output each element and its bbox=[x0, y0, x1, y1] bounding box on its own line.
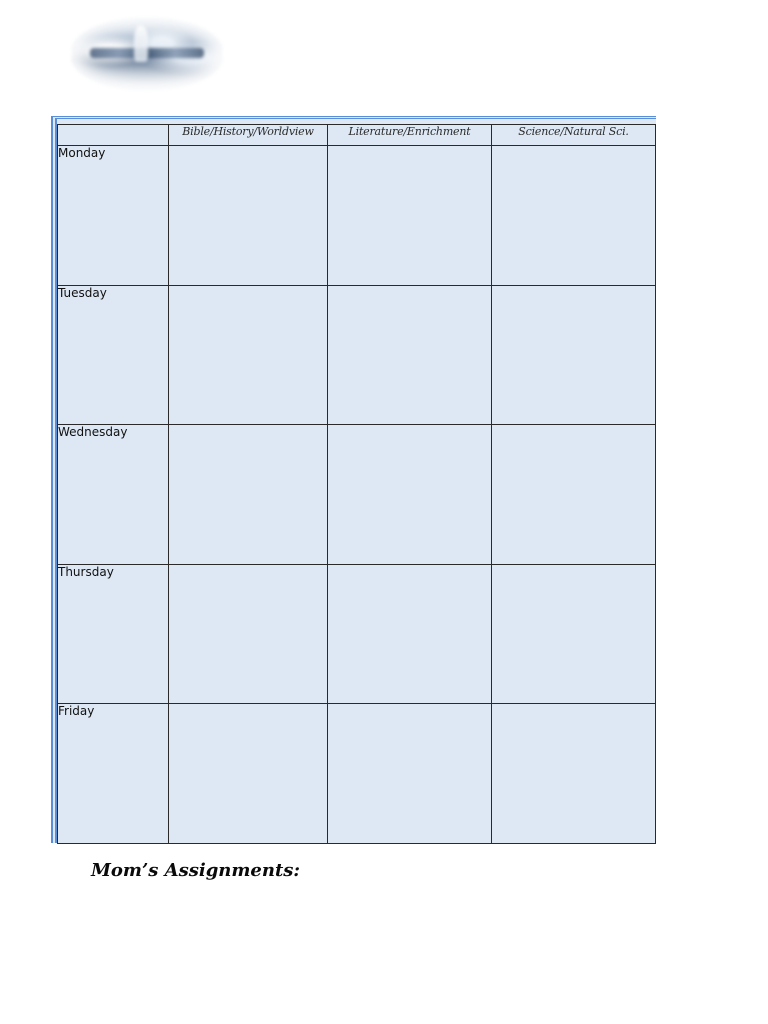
entry-cell[interactable] bbox=[492, 425, 656, 565]
entry-cell[interactable] bbox=[328, 285, 492, 425]
day-label-friday: Friday bbox=[58, 704, 169, 844]
entry-cell[interactable] bbox=[492, 704, 656, 844]
table-row bbox=[58, 146, 656, 286]
column-header-bible-history-worldview: Bible/History/Worldview bbox=[169, 125, 328, 146]
entry-cell[interactable] bbox=[169, 704, 328, 844]
entry-cell[interactable] bbox=[169, 285, 328, 425]
table-row bbox=[58, 704, 656, 844]
entry-cell[interactable] bbox=[169, 425, 328, 565]
entry-cell[interactable] bbox=[328, 146, 492, 286]
moms-assignments-heading: Mom’s Assignments: bbox=[91, 860, 301, 881]
weekly-planner-table bbox=[57, 124, 656, 844]
table-row bbox=[58, 564, 656, 704]
column-header-literature-enrichment: Literature/Enrichment bbox=[328, 125, 492, 146]
entry-cell[interactable] bbox=[492, 564, 656, 704]
entry-cell[interactable] bbox=[328, 704, 492, 844]
entry-cell[interactable] bbox=[492, 285, 656, 425]
day-label-thursday: Thursday bbox=[58, 564, 169, 704]
header-row bbox=[58, 125, 656, 146]
entry-cell[interactable] bbox=[328, 425, 492, 565]
entry-cell[interactable] bbox=[169, 146, 328, 286]
day-label-monday: Monday bbox=[58, 146, 169, 286]
entry-cell[interactable] bbox=[328, 564, 492, 704]
column-header-science-natural-sci: Science/Natural Sci. bbox=[492, 125, 656, 146]
table-row bbox=[58, 285, 656, 425]
winter-landscape-image bbox=[72, 18, 222, 90]
entry-cell[interactable] bbox=[169, 564, 328, 704]
header-corner-cell bbox=[58, 125, 169, 146]
day-label-wednesday: Wednesday bbox=[58, 425, 169, 565]
entry-cell[interactable] bbox=[492, 146, 656, 286]
day-label-tuesday: Tuesday bbox=[58, 285, 169, 425]
table-row bbox=[58, 425, 656, 565]
